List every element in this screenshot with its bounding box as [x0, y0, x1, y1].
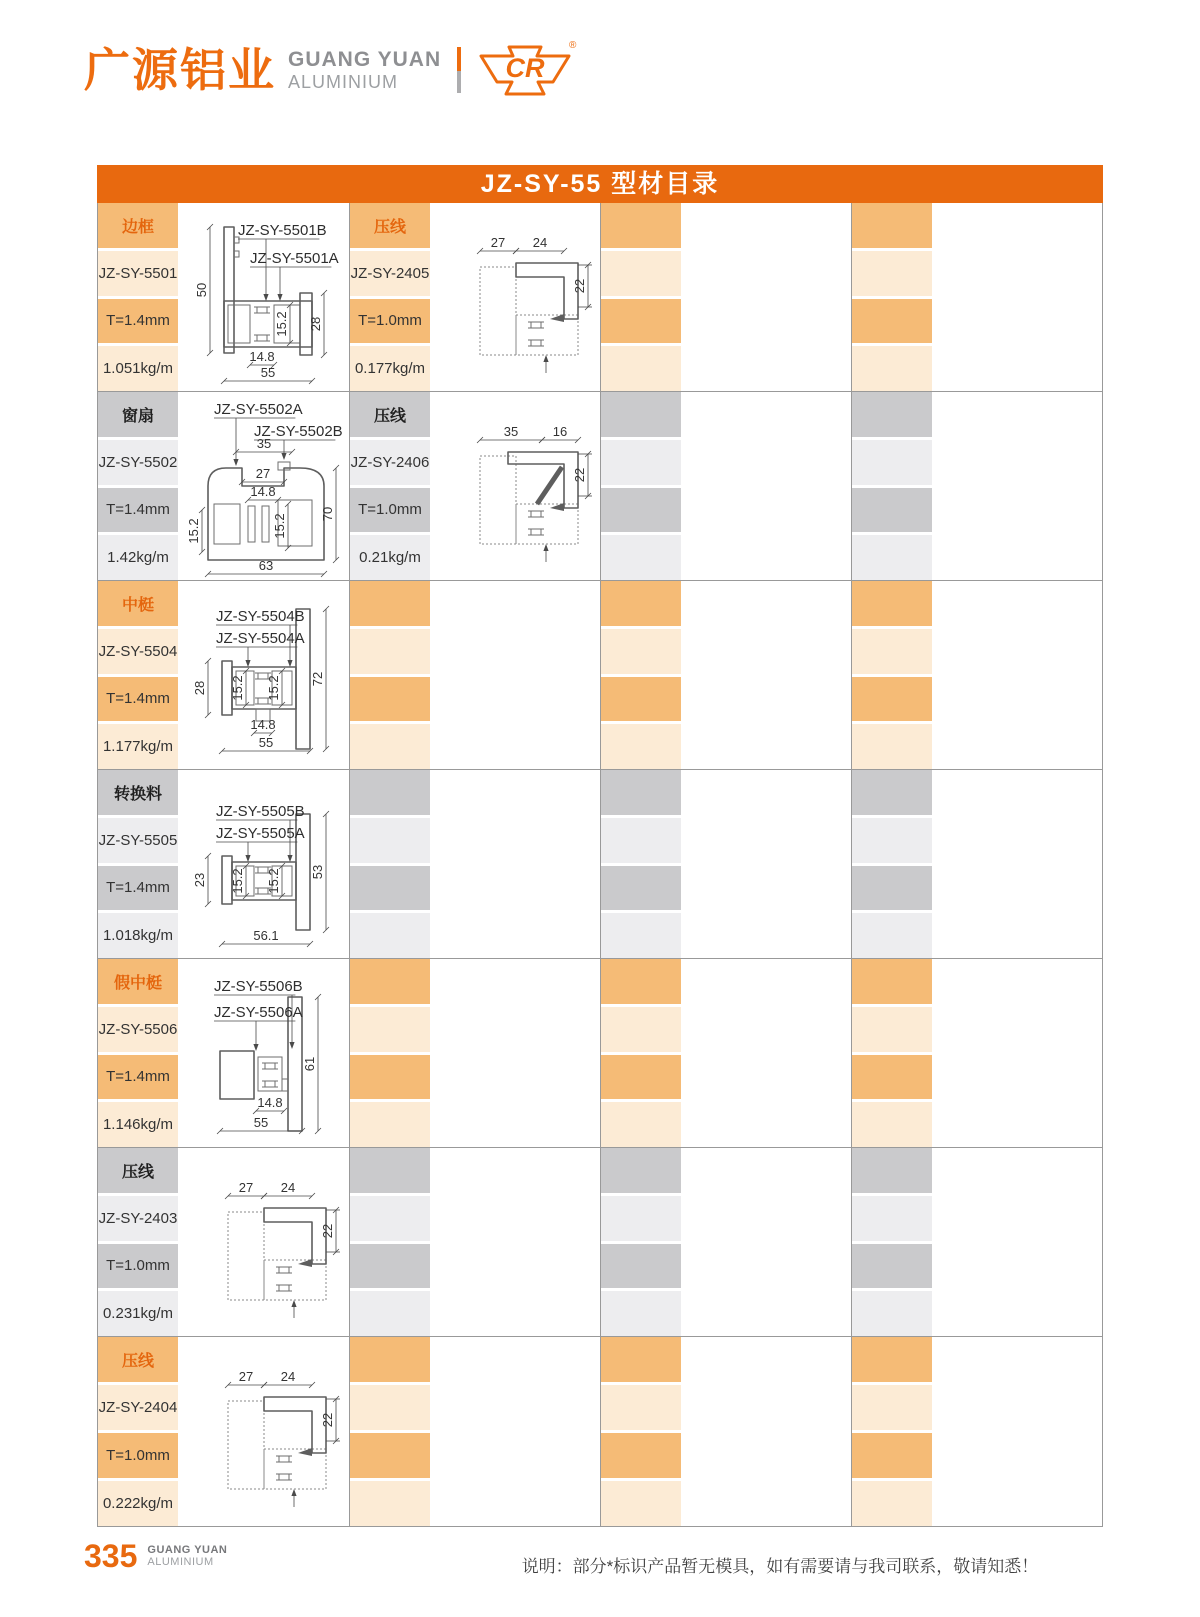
profile-thickness: [350, 677, 430, 722]
profile-type-label: [350, 770, 430, 815]
profile-thickness: [601, 866, 681, 911]
profile-label-column: [852, 392, 932, 580]
profile-thickness: T=1.4mm: [98, 677, 178, 722]
profile-cell: [98, 1337, 349, 1526]
brand-logo-en: [288, 48, 441, 93]
svg-text:23: 23: [192, 872, 207, 888]
profile-code: [350, 1385, 430, 1430]
profile-drawing-area: [932, 770, 1102, 958]
profile-weight: [350, 1481, 430, 1526]
profile-section-drawing-JZ-SY-5506: [178, 959, 349, 1148]
profile-type-label: [601, 770, 681, 815]
profile-weight: [350, 724, 430, 769]
profile-label-column: [350, 1148, 430, 1336]
profile-code: [601, 251, 681, 296]
profile-type-label: [601, 1148, 681, 1193]
profile-weight: [601, 346, 681, 391]
profile-type-label: [852, 581, 932, 626]
profile-cell: [98, 203, 349, 391]
svg-text:JZ-SY-5506B: JZ-SY-5506B: [214, 978, 303, 995]
svg-text:50: 50: [194, 282, 209, 298]
profile-thickness: T=1.4mm: [98, 299, 178, 344]
profile-thickness: [601, 677, 681, 722]
profile-type-label: [350, 1337, 430, 1382]
profile-drawing-area: [681, 392, 851, 580]
profile-thickness: [852, 677, 932, 722]
footer-note: 说明：部分*标识产品暂无模具，如有需要请与我司联系，敬请知悉！: [521, 1557, 1039, 1576]
profile-label-column: [852, 203, 932, 391]
profile-type-label: [601, 392, 681, 437]
svg-text:15.2: 15.2: [266, 675, 281, 701]
profile-thickness: [601, 1244, 681, 1289]
profile-code: [601, 1385, 681, 1430]
profile-label-column: [350, 203, 430, 391]
profile-code: JZ-SY-5504: [98, 629, 178, 674]
profile-label-column: [601, 203, 681, 391]
profile-weight: 1.051kg/m: [98, 346, 178, 391]
svg-text:24: 24: [280, 1369, 296, 1384]
profile-section-drawing-JZ-SY-2405: [430, 203, 601, 392]
profile-drawing-area: [430, 581, 600, 769]
profile-code: [852, 818, 932, 863]
profile-type-label: [852, 959, 932, 1004]
profile-code: [601, 629, 681, 674]
svg-text:15.2: 15.2: [230, 675, 245, 701]
profile-label-column: [98, 959, 178, 1147]
svg-text:JZ-SY-5504A: JZ-SY-5504A: [216, 630, 305, 647]
profile-code: JZ-SY-5505: [98, 818, 178, 863]
profile-weight: 1.42kg/m: [98, 535, 178, 580]
profile-label-column: [601, 392, 681, 580]
svg-text:JZ-SY-5505B: JZ-SY-5505B: [216, 803, 305, 820]
profile-label-column: [98, 770, 178, 958]
profile-code: JZ-SY-2403: [98, 1196, 178, 1241]
svg-text:JZ-SY-5501A: JZ-SY-5501A: [250, 250, 339, 267]
profile-thickness: [852, 1244, 932, 1289]
profile-code: [852, 251, 932, 296]
profile-weight: [852, 1481, 932, 1526]
profile-drawing-area: [932, 392, 1102, 580]
profile-cell: [349, 1148, 600, 1336]
profile-label-column: [601, 1148, 681, 1336]
profile-cell: [600, 1337, 851, 1526]
svg-text:JZ-SY-5505A: JZ-SY-5505A: [216, 825, 305, 842]
svg-text:63: 63: [258, 558, 274, 573]
catalog-row: [98, 770, 1102, 959]
svg-text:72: 72: [310, 671, 325, 687]
profile-section-drawing-JZ-SY-2406: [430, 392, 601, 581]
svg-text:35: 35: [256, 436, 272, 451]
cr-badge-icon: [477, 40, 577, 100]
profile-drawing-area: [178, 581, 349, 769]
profile-cell: [600, 392, 851, 580]
profile-drawing-area: [178, 203, 349, 391]
profile-cell: [98, 1148, 349, 1336]
profile-section-drawing-JZ-SY-2403: [178, 1148, 349, 1337]
svg-text:24: 24: [280, 1180, 296, 1195]
profile-section-drawing-JZ-SY-2404: [178, 1337, 349, 1526]
profile-type-label: 压线: [98, 1337, 178, 1382]
profile-code: [852, 1385, 932, 1430]
cr-badge-text: CR: [505, 53, 545, 83]
profile-drawing-area: [681, 581, 851, 769]
profile-cell: [349, 1337, 600, 1526]
profile-weight: [852, 913, 932, 958]
profile-type-label: [350, 959, 430, 1004]
profile-section-drawing-JZ-SY-5502: [178, 392, 349, 581]
profile-cell: [98, 581, 349, 769]
svg-text:15.2: 15.2: [272, 513, 287, 539]
profile-type-label: 压线: [350, 392, 430, 437]
svg-text:15.2: 15.2: [186, 518, 201, 544]
profile-drawing-area: [178, 1337, 349, 1526]
profile-thickness: [852, 1433, 932, 1478]
profile-weight: 0.21kg/m: [350, 535, 430, 580]
profile-code: [601, 440, 681, 485]
svg-text:53: 53: [310, 864, 325, 880]
profile-label-column: [98, 581, 178, 769]
catalog-row: [98, 392, 1102, 581]
profile-drawing-area: [681, 203, 851, 391]
svg-text:14.8: 14.8: [250, 484, 276, 499]
profile-thickness: [601, 299, 681, 344]
profile-label-column: [852, 581, 932, 769]
profile-weight: [601, 535, 681, 580]
svg-text:70: 70: [320, 506, 335, 522]
catalog-row: [98, 203, 1102, 392]
svg-text:14.8: 14.8: [250, 717, 276, 732]
profile-weight: [350, 1102, 430, 1147]
svg-text:24: 24: [532, 235, 548, 250]
profile-type-label: [601, 1337, 681, 1382]
profile-cell: [98, 392, 349, 580]
svg-text:27: 27: [490, 235, 506, 250]
profile-thickness: [350, 1055, 430, 1100]
profile-label-column: [601, 770, 681, 958]
profile-code: [601, 1007, 681, 1052]
svg-text:56.1: 56.1: [253, 928, 279, 943]
profile-thickness: T=1.4mm: [98, 1055, 178, 1100]
brand-subtitle-en: ALUMINIUM: [288, 71, 399, 92]
profile-type-label: [601, 959, 681, 1004]
profile-weight: [350, 913, 430, 958]
profile-drawing-area: [178, 959, 349, 1147]
profile-thickness: [601, 1433, 681, 1478]
svg-text:22: 22: [572, 278, 587, 294]
profile-cell: [851, 581, 1102, 769]
profile-weight: 0.177kg/m: [350, 346, 430, 391]
profile-code: [350, 629, 430, 674]
page-title: JZ-SY-55 型材目录: [97, 165, 1103, 203]
brand-header: [84, 40, 577, 100]
profile-cell: [600, 959, 851, 1147]
footer: [84, 1540, 227, 1572]
profile-code: [350, 1007, 430, 1052]
profile-type-label: 假中梃: [98, 959, 178, 1004]
registered-mark: ®: [569, 40, 577, 51]
profile-label-column: [98, 1337, 178, 1526]
profile-catalog: [97, 165, 1103, 1527]
profile-label-column: [601, 959, 681, 1147]
profile-drawing-area: [932, 203, 1102, 391]
profile-cell: [349, 770, 600, 958]
profile-code: JZ-SY-5506: [98, 1007, 178, 1052]
profile-cell: [851, 1337, 1102, 1526]
svg-text:55: 55: [260, 365, 276, 380]
profile-cell: [600, 203, 851, 391]
profile-drawing-area: [430, 959, 600, 1147]
svg-text:JZ-SY-5504B: JZ-SY-5504B: [216, 608, 305, 625]
profile-type-label: [601, 203, 681, 248]
profile-cell: [851, 203, 1102, 391]
profile-cell: [349, 959, 600, 1147]
brand-logo-cn: 广源铝业: [84, 44, 276, 96]
profile-label-column: [98, 203, 178, 391]
profile-thickness: [601, 488, 681, 533]
profile-weight: [601, 724, 681, 769]
profile-drawing-area: [430, 770, 600, 958]
svg-text:16: 16: [552, 424, 568, 439]
catalog-row: [98, 581, 1102, 770]
profile-label-column: [852, 959, 932, 1147]
profile-label-column: [350, 392, 430, 580]
profile-code: [350, 818, 430, 863]
brand-name-en: GUANG YUAN: [288, 47, 442, 71]
profile-code: JZ-SY-2405: [350, 251, 430, 296]
svg-text:55: 55: [253, 1115, 269, 1130]
profile-weight: [601, 913, 681, 958]
profile-code: [601, 818, 681, 863]
profile-weight: [852, 1291, 932, 1336]
profile-weight: 0.231kg/m: [98, 1291, 178, 1336]
profile-type-label: 边框: [98, 203, 178, 248]
profile-drawing-area: [681, 1148, 851, 1336]
profile-label-column: [350, 1337, 430, 1526]
svg-text:28: 28: [192, 680, 207, 696]
profile-label-column: [350, 770, 430, 958]
profile-section-drawing-JZ-SY-5501: [178, 203, 349, 392]
profile-code: JZ-SY-5501: [98, 251, 178, 296]
profile-drawing-area: [681, 770, 851, 958]
profile-type-label: 压线: [98, 1148, 178, 1193]
footer-brand-name: GUANG YUAN: [147, 1544, 228, 1556]
profile-thickness: [852, 488, 932, 533]
profile-code: [350, 1196, 430, 1241]
profile-drawing-area: [430, 392, 600, 580]
profile-code: JZ-SY-2406: [350, 440, 430, 485]
profile-drawing-area: [932, 1337, 1102, 1526]
profile-thickness: T=1.4mm: [98, 488, 178, 533]
profile-cell: [851, 1148, 1102, 1336]
profile-type-label: [601, 581, 681, 626]
catalog-row: [98, 959, 1102, 1148]
profile-label-column: [98, 392, 178, 580]
profile-weight: [601, 1102, 681, 1147]
profile-type-label: [852, 1148, 932, 1193]
profile-type-label: [852, 203, 932, 248]
profile-type-label: [852, 392, 932, 437]
profile-code: [852, 1007, 932, 1052]
profile-thickness: [350, 1244, 430, 1289]
profile-weight: [852, 535, 932, 580]
profile-weight: 0.222kg/m: [98, 1481, 178, 1526]
profile-label-column: [852, 1337, 932, 1526]
profile-cell: [600, 770, 851, 958]
svg-text:JZ-SY-5501B: JZ-SY-5501B: [238, 222, 327, 239]
profile-cell: [349, 392, 600, 580]
profile-thickness: T=1.0mm: [98, 1433, 178, 1478]
profile-cell: [851, 770, 1102, 958]
profile-type-label: 转换料: [98, 770, 178, 815]
profile-label-column: [852, 770, 932, 958]
profile-cell: [98, 959, 349, 1147]
profile-drawing-area: [681, 959, 851, 1147]
profile-thickness: [852, 299, 932, 344]
svg-text:JZ-SY-5506A: JZ-SY-5506A: [214, 1004, 303, 1021]
profile-thickness: [852, 866, 932, 911]
profile-label-column: [601, 1337, 681, 1526]
profile-weight: [350, 1291, 430, 1336]
svg-text:22: 22: [320, 1223, 335, 1239]
profile-thickness: [350, 866, 430, 911]
catalog-row: [98, 1148, 1102, 1337]
profile-label-column: [350, 581, 430, 769]
profile-label-column: [350, 959, 430, 1147]
svg-text:14.8: 14.8: [257, 1095, 283, 1110]
brand-divider: [457, 47, 461, 93]
svg-text:35: 35: [503, 424, 519, 439]
profile-code: [852, 1196, 932, 1241]
profile-drawing-area: [178, 392, 349, 580]
profile-weight: [601, 1481, 681, 1526]
profile-drawing-area: [178, 1148, 349, 1336]
svg-text:28: 28: [308, 316, 323, 332]
svg-text:JZ-SY-5502B: JZ-SY-5502B: [254, 423, 343, 440]
profile-weight: [852, 724, 932, 769]
profile-drawing-area: [932, 581, 1102, 769]
svg-text:22: 22: [320, 1412, 335, 1428]
profile-weight: 1.018kg/m: [98, 913, 178, 958]
profile-cell: [851, 959, 1102, 1147]
profile-code: [601, 1196, 681, 1241]
profile-type-label: 中梃: [98, 581, 178, 626]
profile-label-column: [852, 1148, 932, 1336]
profile-type-label: [350, 581, 430, 626]
svg-text:22: 22: [572, 467, 587, 483]
profile-cell: [349, 581, 600, 769]
svg-text:55: 55: [258, 735, 274, 750]
profile-drawing-area: [430, 203, 600, 391]
profile-drawing-area: [430, 1337, 600, 1526]
profile-thickness: [601, 1055, 681, 1100]
profile-section-drawing-JZ-SY-5504: [178, 581, 349, 770]
svg-text:15.2: 15.2: [274, 311, 289, 337]
svg-text:15.2: 15.2: [266, 868, 281, 894]
svg-text:27: 27: [238, 1369, 254, 1384]
profile-code: [852, 440, 932, 485]
profile-label-column: [601, 581, 681, 769]
svg-text:15.2: 15.2: [230, 868, 245, 894]
svg-text:27: 27: [255, 466, 271, 481]
profile-type-label: [350, 1148, 430, 1193]
profile-type-label: 压线: [350, 203, 430, 248]
profile-thickness: T=1.0mm: [350, 299, 430, 344]
profile-code: [852, 629, 932, 674]
profile-type-label: [852, 1337, 932, 1382]
profile-weight: [852, 346, 932, 391]
catalog-rows: [97, 203, 1103, 1527]
profile-thickness: T=1.0mm: [98, 1244, 178, 1289]
profile-weight: 1.177kg/m: [98, 724, 178, 769]
profile-thickness: [350, 1433, 430, 1478]
svg-text:JZ-SY-5502A: JZ-SY-5502A: [214, 401, 303, 418]
profile-weight: 1.146kg/m: [98, 1102, 178, 1147]
profile-weight: [601, 1291, 681, 1336]
profile-thickness: T=1.4mm: [98, 866, 178, 911]
profile-drawing-area: [932, 1148, 1102, 1336]
profile-code: JZ-SY-2404: [98, 1385, 178, 1430]
profile-cell: [600, 581, 851, 769]
profile-weight: [852, 1102, 932, 1147]
profile-cell: [600, 1148, 851, 1336]
profile-label-column: [98, 1148, 178, 1336]
footer-brand: [147, 1544, 227, 1568]
profile-drawing-area: [178, 770, 349, 958]
svg-text:61: 61: [302, 1056, 317, 1072]
profile-cell: [98, 770, 349, 958]
profile-thickness: [852, 1055, 932, 1100]
page-number: 335: [84, 1538, 138, 1574]
profile-thickness: T=1.0mm: [350, 488, 430, 533]
profile-type-label: [852, 770, 932, 815]
profile-drawing-area: [932, 959, 1102, 1147]
profile-drawing-area: [430, 1148, 600, 1336]
profile-drawing-area: [681, 1337, 851, 1526]
profile-type-label: 窗扇: [98, 392, 178, 437]
profile-cell: [851, 392, 1102, 580]
profile-section-drawing-JZ-SY-5505: [178, 770, 349, 959]
profile-cell: [349, 203, 600, 391]
catalog-row: [98, 1337, 1102, 1526]
svg-text:14.8: 14.8: [249, 349, 275, 364]
profile-code: JZ-SY-5502: [98, 440, 178, 485]
svg-text:27: 27: [238, 1180, 254, 1195]
footer-brand-subtitle: ALUMINIUM: [147, 1556, 214, 1568]
